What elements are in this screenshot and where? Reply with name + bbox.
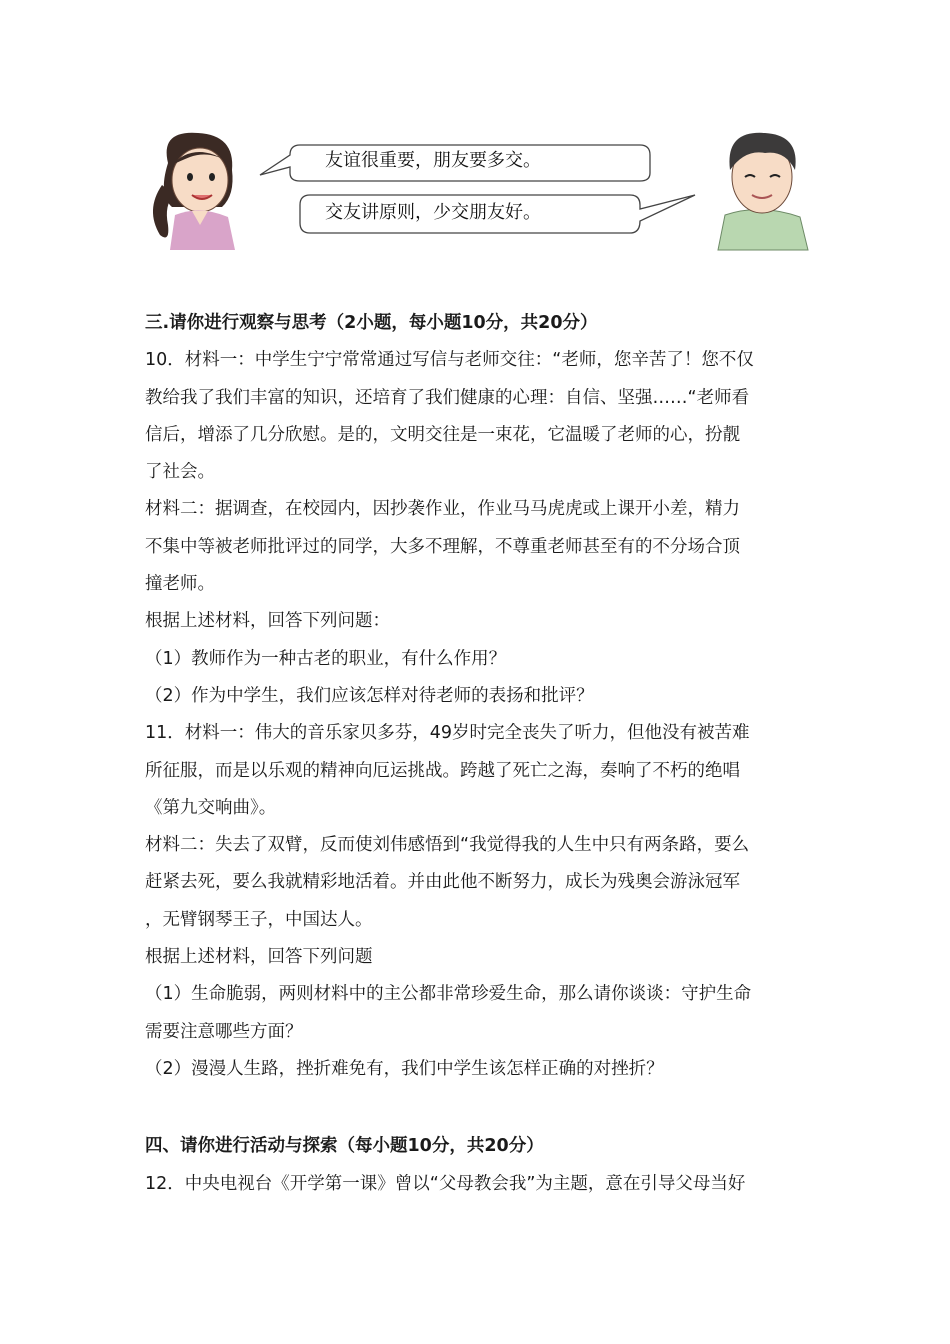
boy-figure xyxy=(718,133,808,250)
text-line: 材料二：据调查，在校园内，因抄袭作业，作业马马虎虎或上课开小差，精力 xyxy=(145,499,740,520)
section3-heading: 三.请你进行观察与思考（2小题，每小题10分，共20分） xyxy=(145,313,598,333)
text-line: 《第九交响曲》。 xyxy=(145,797,277,818)
text-line: 了社会。 xyxy=(145,462,215,483)
text-line: 12．中央电视台《开学第一课》曾以“父母教会我”为主题，意在引导父母当好 xyxy=(145,1173,746,1194)
document-body xyxy=(145,305,815,1203)
text-line: 11．材料一：伟大的音乐家贝多芬，49岁时完全丧失了听力，但他没有被苦难 xyxy=(145,723,750,744)
text-line: （2）漫漫人生路，挫折难免有，我们中学生该怎样正确的对挫折？ xyxy=(145,1058,664,1079)
illustration-svg xyxy=(140,125,820,255)
text-line: 教给我了我们丰富的知识，还培育了我们健康的心理：自信、坚强……“老师看 xyxy=(145,387,750,408)
text-line: （2）作为中学生，我们应该怎样对待老师的表扬和批评？ xyxy=(145,685,594,706)
section4-heading: 四、请你进行活动与探索（每小题10分，共20分） xyxy=(145,1136,544,1157)
text-line: 不集中等被老师批评过的同学，大多不理解，不尊重老师甚至有的不分场合顶 xyxy=(145,536,740,557)
text-line: 根据上述材料，回答下列问题： xyxy=(145,611,390,632)
dialogue-illustration xyxy=(140,125,820,255)
section-gap xyxy=(145,1088,815,1128)
text-line: 需要注意哪些方面？ xyxy=(145,1021,303,1042)
text-line: （1）生命脆弱，两则材料中的主公都非常珍爱生命，那么请你谈谈：守护生命 xyxy=(145,984,752,1005)
text-line: 赶紧去死，要么我就精彩地活着。并由此他不断努力，成长为残奥会游泳冠军 xyxy=(145,872,740,893)
text-line: 撞老师。 xyxy=(145,574,215,595)
bubble-top-text: 友谊很重要，朋友要多交。 xyxy=(325,150,541,171)
girl-figure xyxy=(153,133,235,250)
text-line: 信后，增添了几分欣慰。是的，文明交往是一束花，它温暖了老师的心，扮靓 xyxy=(145,424,740,445)
text-line: （1）教师作为一种古老的职业，有什么作用？ xyxy=(145,648,507,669)
text-line: 根据上述材料，回答下列问题 xyxy=(145,947,373,968)
text-line: 所征服，而是以乐观的精神向厄运挑战。跨越了死亡之海，奏响了不朽的绝唱 xyxy=(145,760,740,781)
text-line: 材料二：失去了双臂，反而使刘伟感悟到“我觉得我的人生中只有两条路，要么 xyxy=(145,835,750,856)
bubble-bottom-text: 交友讲原则，少交朋友好。 xyxy=(325,202,541,223)
text-line: 10．材料一：中学生宁宁常常通过写信与老师交往：“老师，您辛苦了！您不仅 xyxy=(145,350,754,371)
text-line: ，无臂钢琴王子，中国达人。 xyxy=(145,909,373,930)
